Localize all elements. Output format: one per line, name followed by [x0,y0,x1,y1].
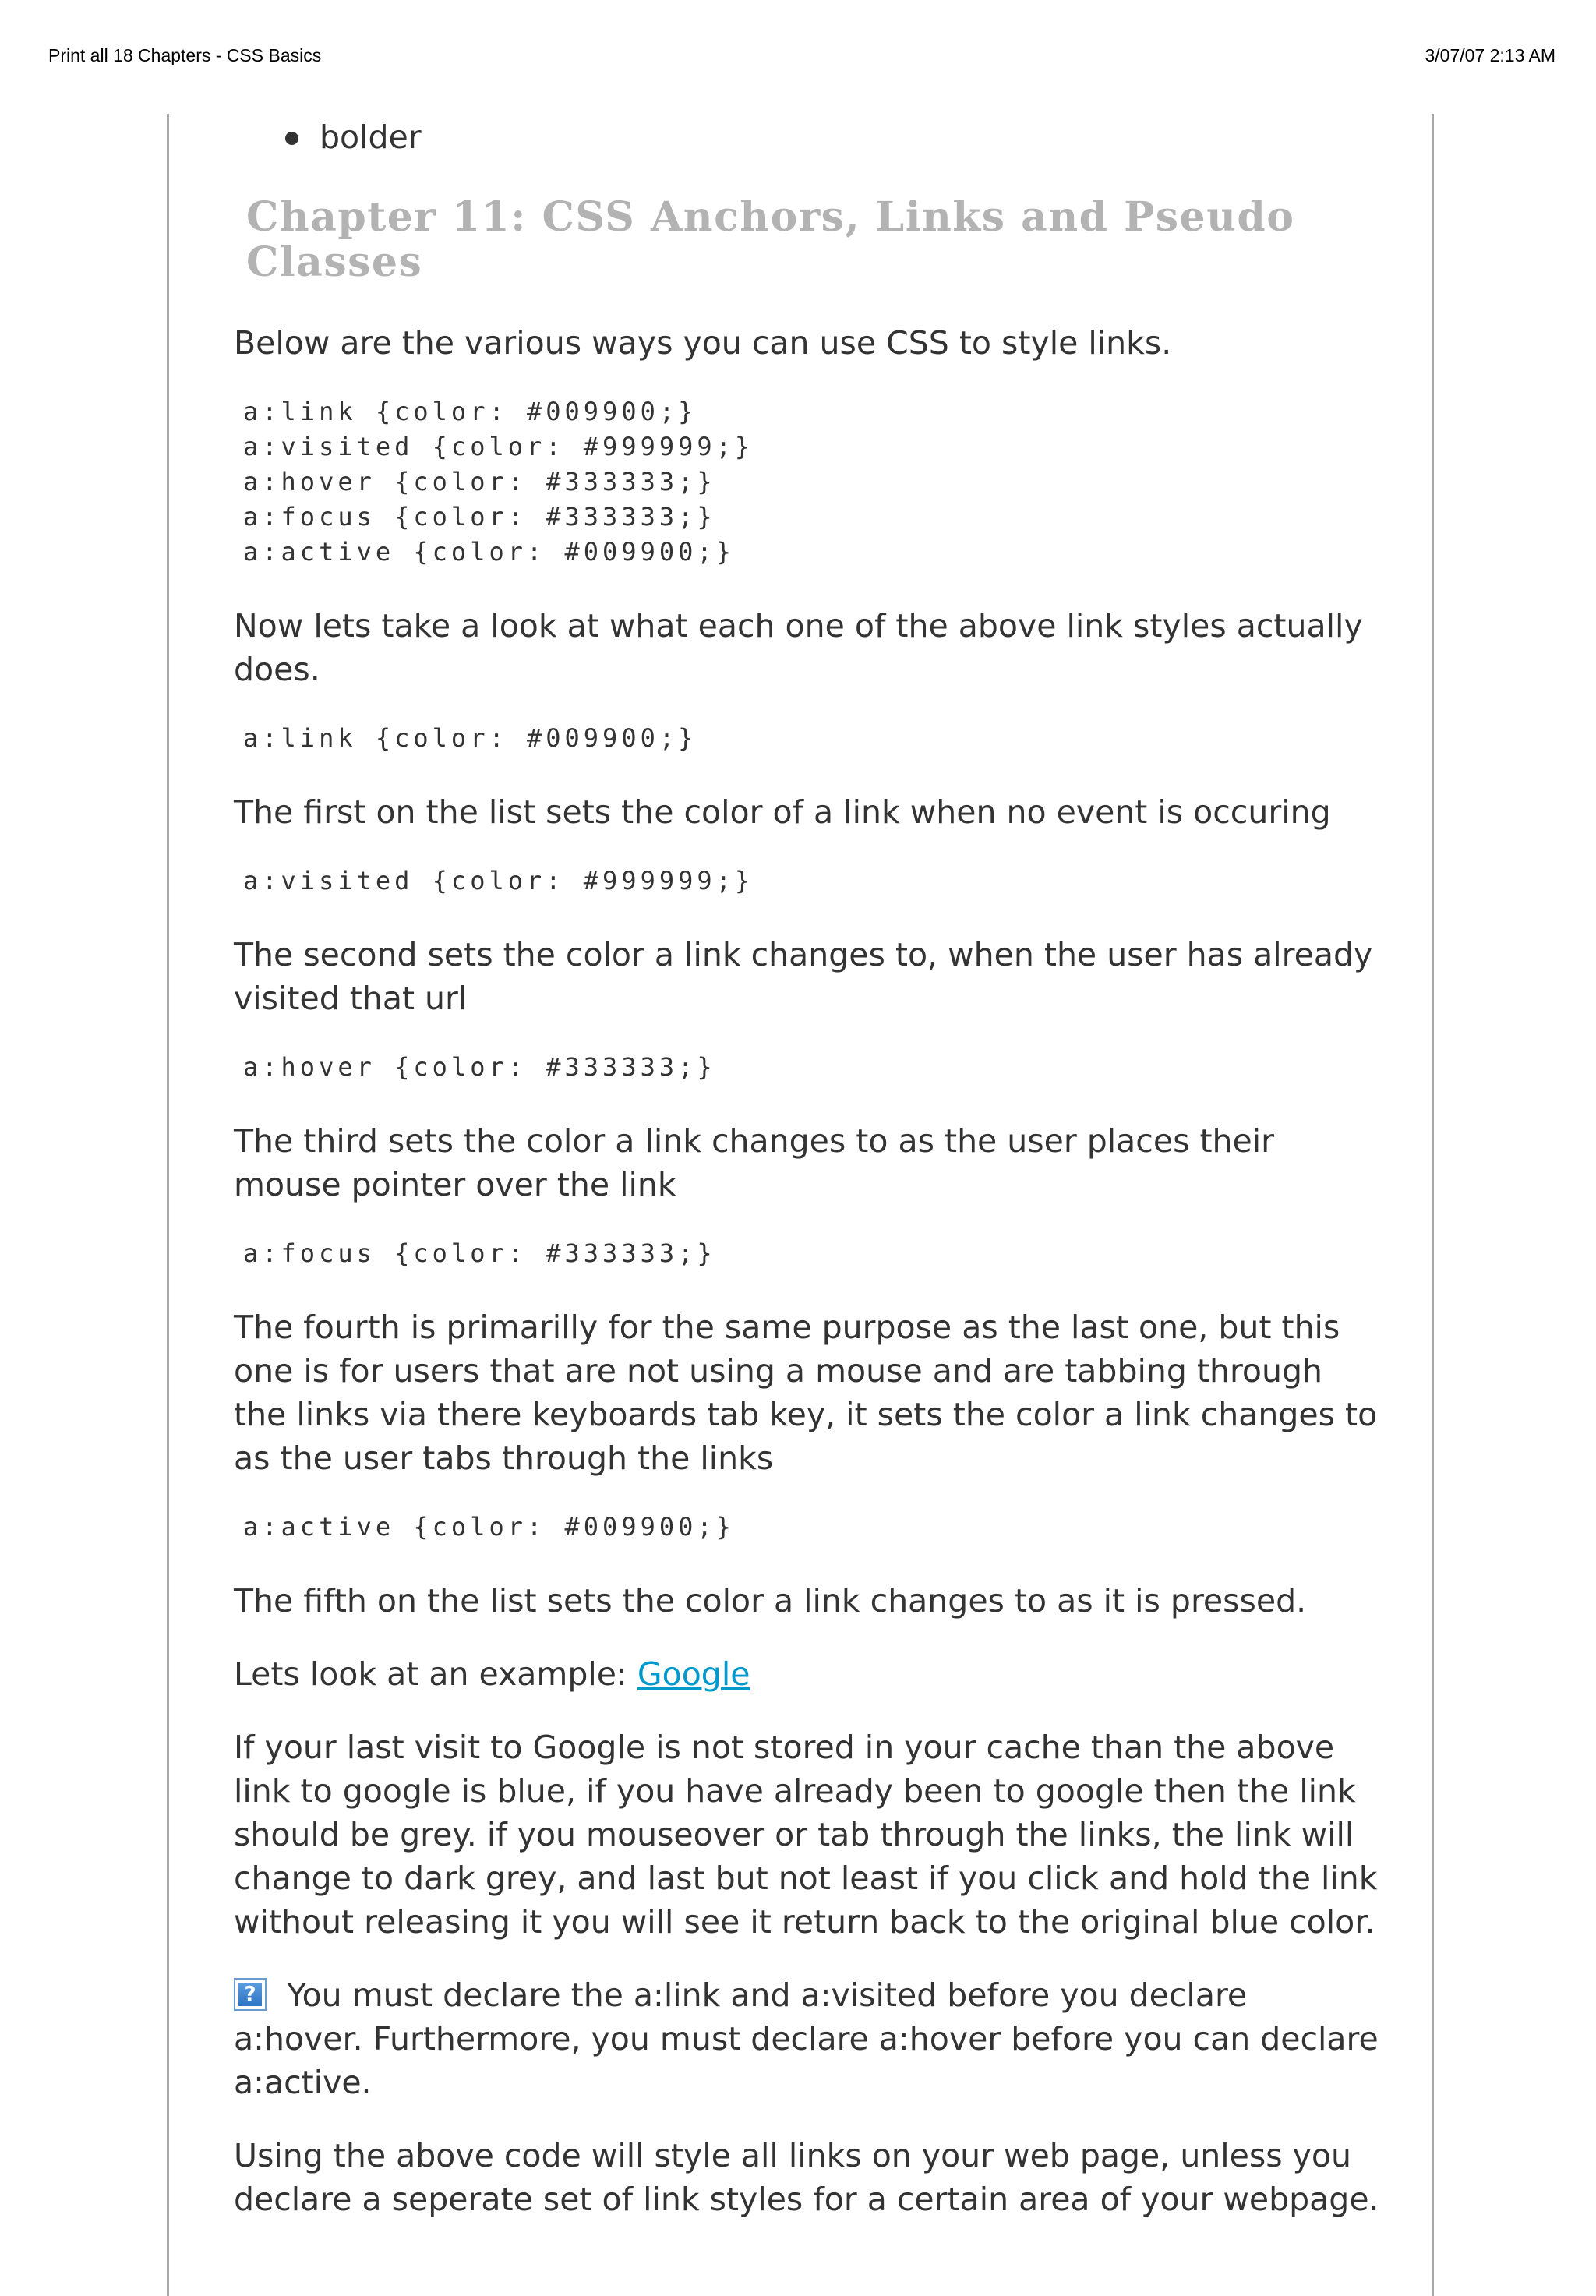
help-icon [234,1978,267,2011]
explain-active: The fifth on the list sets the color a link changes to as it is pressed. [234,1582,1307,1620]
list-item-text: bolder [320,118,422,156]
code-hover: a:hover {color: #333333;} [243,1052,716,1082]
document-title: Print all 18 Chapters - CSS Basics [48,45,322,65]
code-focus: a:focus {color: #333333;} [243,1238,716,1268]
google-link[interactable]: Google [637,1655,750,1693]
code-visited: a:visited {color: #999999;} [243,866,754,895]
explain-link: The first on the list sets the color of a link when no event is occuring [234,793,1331,831]
example-prefix: Lets look at an example: [234,1655,637,1693]
code-block: a:link {color: #009900;} a:visited {color: #999999;} a:hover {color: #333333;} a:focus {color: #333333;} a:active {color: #009900;} [243,397,754,567]
article-content [234,115,1379,2251]
tip-text: You must declare the a:link and a:visited before you declare a:hover. Furthermore, you must declare a:hover before you can declare a:active. [234,1976,1379,2101]
list-item [320,115,1379,159]
bullet-list [234,115,1379,159]
closing-paragraph: Using the above code will style all links on your web page, unless you declare a seperate set of link styles for a certain area of your webpage. [234,2137,1379,2218]
code-active: a:active {color: #009900;} [243,1512,735,1542]
example-explain-paragraph: If your last visit to Google is not stored in your cache than the above link to google is blue, if you have already been to google then the link should be grey. if you mouseover or tab through the links, the link will change to dark grey, and last but not least if you click and hold the link without releasing it you will see it return back to the original blue color. [234,1729,1378,1941]
chapter-heading: Chapter 11: CSS Anchors, Links and Pseudo Classes [246,193,1295,286]
explain-hover: The third sets the color a link changes to as the user places their mouse pointer over the link [234,1122,1275,1203]
bullet-icon [285,132,298,145]
explain-focus: The fourth is primarilly for the same purpose as the last one, but this one is for users that are not using a mouse and are tabbing through the links via there keyboards tab key, it sets the color a link changes to as the user tabs through the links [234,1309,1378,1477]
code-link: a:link {color: #009900;} [243,723,697,753]
help-icon-glyph: ? [238,1983,262,2006]
example-paragraph [234,1652,1379,1696]
print-datetime: 3/07/07 2:13 AM [1425,45,1555,65]
tip-paragraph [234,1973,1379,2104]
explain-intro-paragraph: Now lets take a look at what each one of the above link styles actually does. [234,607,1363,688]
print-header [48,45,1555,73]
explain-visited: The second sets the color a link changes to, when the user has already visited that url [234,936,1373,1017]
intro-paragraph: Below are the various ways you can use CSS to style links. [234,324,1172,362]
